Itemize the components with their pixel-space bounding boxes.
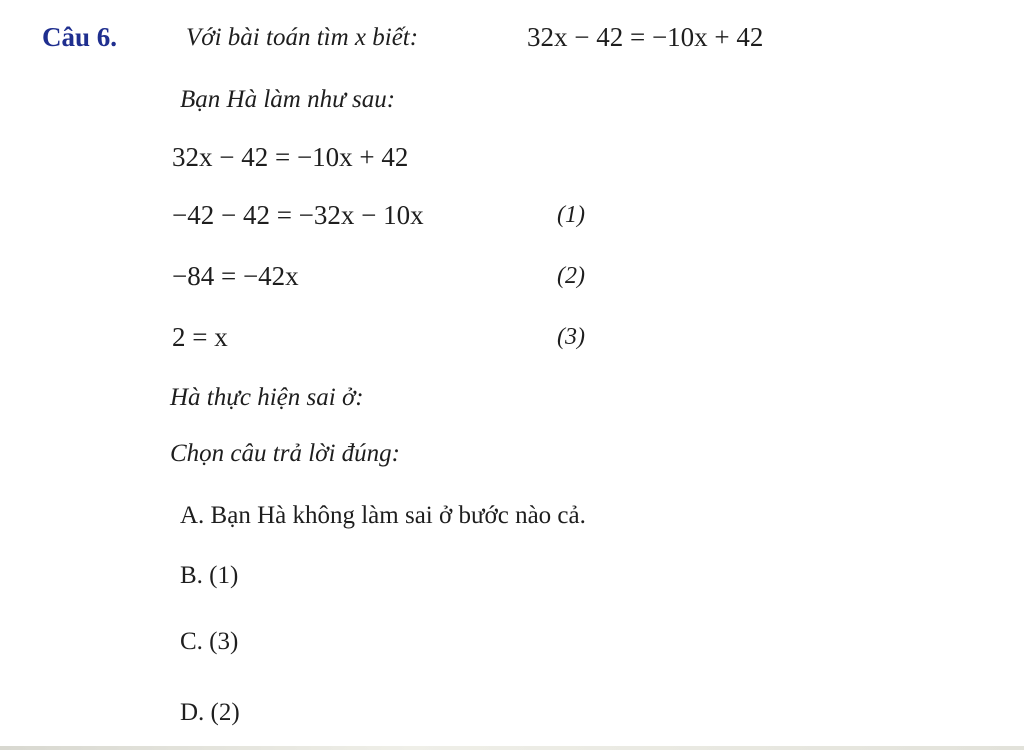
option-c[interactable]: C. (3) [180,628,239,655]
solution-intro: Bạn Hà làm như sau: [180,86,396,113]
step-2-tag: (2) [557,263,585,289]
question-prompt: Với bài toán tìm x biết: [186,24,419,51]
question-equation: 32x − 42 = −10x + 42 [527,22,764,52]
step-3-tag: (3) [557,324,585,350]
step-1-expression: −42 − 42 = −32x − 10x [172,200,424,230]
step-1-tag: (1) [557,202,585,228]
step-0-expression: 32x − 42 = −10x + 42 [172,142,409,172]
bottom-divider [0,746,1024,750]
option-a[interactable]: A. Bạn Hà không làm sai ở bước nào cả. [180,502,586,529]
error-prompt: Hà thực hiện sai ở: [170,384,364,411]
question-number: Câu 6. [42,22,118,52]
option-b[interactable]: B. (1) [180,562,239,589]
step-3-expression: 2 = x [172,322,228,352]
choose-prompt: Chọn câu trả lời đúng: [170,440,401,467]
step-2-expression: −84 = −42x [172,261,299,291]
option-d[interactable]: D. (2) [180,699,240,726]
